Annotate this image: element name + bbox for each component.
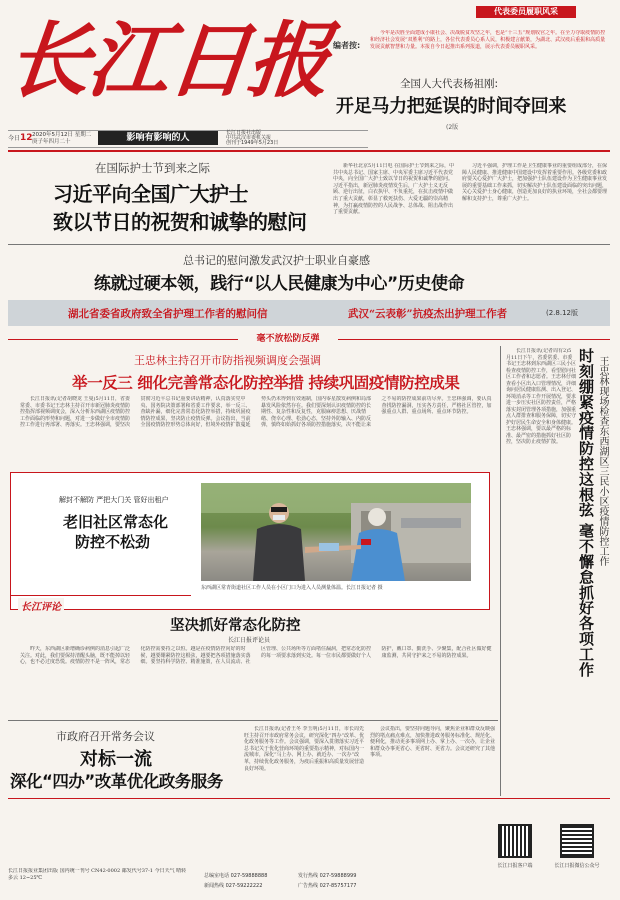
top-headline: 开足马力把延误的时间夺回来 xyxy=(336,96,567,117)
column-title: 代表委员履职风采 xyxy=(476,6,576,18)
editor-label: 编者按: xyxy=(333,41,361,50)
bottom-headline-2: 深化“四办”改革优化政务服务 xyxy=(10,772,223,791)
footer xyxy=(8,802,610,896)
slogan-box: 影响有影响的人 xyxy=(98,131,218,145)
bottom-kicker: 市政府召开常务会议 xyxy=(56,730,155,743)
photo-headline-2: 防控不松劲 xyxy=(75,533,151,551)
qr-code-app[interactable] xyxy=(498,824,532,858)
related-left[interactable]: 湖北省委省政府致全省护理工作者的慰问信 xyxy=(68,308,268,320)
related-right[interactable]: 武汉“云表彰”抗疫杰出护理工作者 xyxy=(348,308,508,320)
river-byline: 长江日报评论员 xyxy=(228,637,271,644)
lead-kicker: 在国际护士节到来之际 xyxy=(95,161,210,175)
lead-col-2: 习近平强调，护理工作是卫生健康事业的重要组成部分，在保障人民健康、推进健康中国建设中发挥着重要作用。各级党委和政府要关心爱护广大护士，把加强护士队伍建设作为卫生健康事业发展的重要基础工作来抓，切实解决护士队伍建设面临的突出问题，关心关爱护士身心健康，创造更加良好的执业环境，全社会都要理解和支持护士，尊重广大护士。 xyxy=(462,163,608,202)
right-col-body: 长江日报讯(记者周有2)5月11日下午，省委常委、市委书记王忠林到东西湖区三民小区检查疫情防控工作，看望慰问社区工作者和志愿者。王忠林仔细查看小区出入口管理情况，详细询问居民健康监测、出入登记、环境消杀等工作开展情况，要求进一步压实社区防控责任，严格落实封闭管理各项措施，加强重点人群排查和服务保障，切实守护好居民生命安全和身体健康。王忠林强调，要以最严格的标准、最严密的措施抓好社区防控，坚决防止疫情扩散。 xyxy=(506,348,576,445)
masthead-title: 长江日报 xyxy=(2,13,334,109)
date-line: 2020年5月12日 星期二 庚子年四月二十 xyxy=(32,132,92,145)
footer-weather: 长江日报报业集团出版 国内统一刊号 CN42-0002 邮发代号37-1 今日天气 晴转多云 12~25℃ xyxy=(8,868,187,881)
river-logo: 长江评论 xyxy=(18,598,64,613)
lead-headline-2: 致以节日的祝贺和诚挚的慰问 xyxy=(53,210,307,234)
related-bar xyxy=(8,300,610,326)
second-kicker: 总书记的慰问激发武汉护士职业自豪感 xyxy=(183,254,370,267)
second-headline: 练就过硬本领，践行“以人民健康为中心”历史使命 xyxy=(94,274,465,294)
photo-tag-line: 解封不解防 严把大门关 管好出租户 xyxy=(59,496,169,504)
right-vertical-headline: 时刻绷紧疫情防控这根弦 毫不懈怠抓好各项工作 xyxy=(577,348,595,678)
publisher-info: 长江日报社出版 中共武汉市委机关报 创刊于1949年5月23日 xyxy=(226,130,279,146)
top-kicker: 全国人大代表杨祖刚: xyxy=(400,78,499,90)
right-vertical-kicker: 王忠林现场检查东西湖区三民小区疫情防控工作 xyxy=(597,356,608,566)
masthead-info-bar xyxy=(8,130,368,148)
bottom-body-2: 会议指出，要坚持问题导向，聚焦企业和群众反映强烈的堵点痛点难点，加快推进政务服务标准化、规范化、便利化，推动更多事项网上办、掌上办、一次办，让企业和群众办事更省心、更省时、更省力。会议还研究了其他事项。 xyxy=(370,726,496,759)
photo-caption: 东西湖区常青街道社区工作人员在小区门口为进入人员测量体温。长江日报记者 摄 xyxy=(201,585,383,591)
feature-headline: 举一反三 细化完善常态化防控举措 持续巩固疫情防控成果 xyxy=(72,374,460,392)
feature-kicker: 王忠林主持召开市防指视频调度会强调 xyxy=(134,354,321,367)
lead-headline-1: 习近平向全国广大护士 xyxy=(53,182,248,206)
section-tag: 毫不放松防反弹 xyxy=(256,334,320,344)
river-body: 昨天，东西湖区新增确诊病例的消息引起广泛关注。对此，我们要保持清醒头脑，既不能掉以轻心，也不必过度恐慌。疫情防控不是一阵风，常态化防控需要持之以恒。越是在疫情防控向好的时候，越要绷紧防控这根弦，越要把各项措施落实落细。要坚持科学防控、精准施策，在人员流动、社区管理、公共场所等方面堵住漏洞，把常态化防控的每一项要求落到实处。每一位市民都要做好个人防护，戴口罩、勤洗手、少聚集，配合社区做好健康监测，共同守护来之不易的防控成果。 xyxy=(20,646,492,666)
qr-code-app-label: 长江日报客户端 xyxy=(497,863,533,869)
river-headline: 坚决抓好常态化防控 xyxy=(170,618,301,634)
bottom-headline-1: 对标一流 xyxy=(80,749,152,770)
editor-note: 今年是决胜全面建成小康社会、决战脱贫攻坚之年，也是“十三五”规划收官之年。在全力夺取疫情防控和经济社会发展“双胜利”的路上，各位代表委员心系人民，积极建言献策，为湖北、武汉疫后重振和高质量发展贡献智慧和力量。本报自今日起推出系列报道，展示代表委员履职风采。 xyxy=(370,30,606,50)
qr-code-wechat[interactable] xyxy=(560,824,594,858)
footer-contact-4: 广告热线 027-85757177 xyxy=(298,883,357,889)
footer-contact-1: 总编室电话 027-59888888 xyxy=(204,873,268,879)
page-label: 今日12 xyxy=(8,133,33,143)
related-pointer: (2.8.12版 xyxy=(546,309,578,317)
bottom-body-1: 长江日报讯(记者王冬 李玉明)5月11日，市长周先旺主持召开市政府常务会议，研究深化“四办”改革、优化政务服务等工作。会议强调，要深入贯彻落实习近平总书记关于优化营商环境的重要指示精神，对标国内一流城市，深化“马上办、网上办、就近办、一次办”改革，持续优化政务服务，为疫后重振和高质量发展营造良好环境。 xyxy=(244,726,365,772)
photo-headline-1: 老旧社区常态化 xyxy=(63,513,169,531)
lead-col-1: 新华社北京5月11日电 在国际护士节到来之际，中共中央总书记、国家主席、中央军委主席习近平代表党中央，向全国广大护士致以节日的祝贺和诚挚的慰问。习近平指出，新冠肺炎疫情发生后，广大护士义无反顾、逆行出征，白衣执甲、不负重托，在抗击疫情中做出了重大贡献，彰显了救死扶伤、大爱无疆的崇高精神，为打赢疫情防控的人民战争、总体战、阻击战作出了重要贡献。 xyxy=(333,163,455,216)
footer-contact-3: 发行热线 027-59888999 xyxy=(298,873,357,879)
qr-code-wechat-label: 长江日报微信公众号 xyxy=(554,863,600,869)
news-photo xyxy=(201,483,471,581)
photo-block xyxy=(10,472,490,610)
feature-body: 长江日报讯(记者胡晓龙 王曼)5月11日，省委常委、市委书记王忠林主持召开市新冠肺炎疫情防控指挥部视频调度会，深入分析东西湖区疫情防控工作面临的形势和问题，对进一步做好全市疫情防控工作进行再部署、再落实。王忠林强调，要坚决贯彻习近平总书记重要讲话精神，认真落实党中央、国务院决策部署和省委工作要求，举一反三、查缺补漏，细化完善常态化防控举措，持续巩固疫情防控成果，坚决防止疫情反弹。会议指出，当前全国疫情防控形势总体向好，但境外疫情扩散蔓延势头仍未得到有效遏制，国内零星散发病例和局部暴发风险依然存在。我们要深刻认识疫情防控的长期性、复杂性和反复性，克服麻痹思想、厌战情绪、侥幸心理、松劲心态，坚持外防输入、内防反弹，慎终如始抓好各项防控措施落实，决不能让来之不易的防控成果前功尽弃。王忠林强调，要认真查找防控漏洞，压实各方责任，严格社区管控，加强重点人群、重点场所、重点环节防控。 xyxy=(20,396,492,429)
footer-contact-2: 新闻热线 027-59222222 xyxy=(204,883,263,889)
top-pointer: (2版 xyxy=(446,124,459,131)
